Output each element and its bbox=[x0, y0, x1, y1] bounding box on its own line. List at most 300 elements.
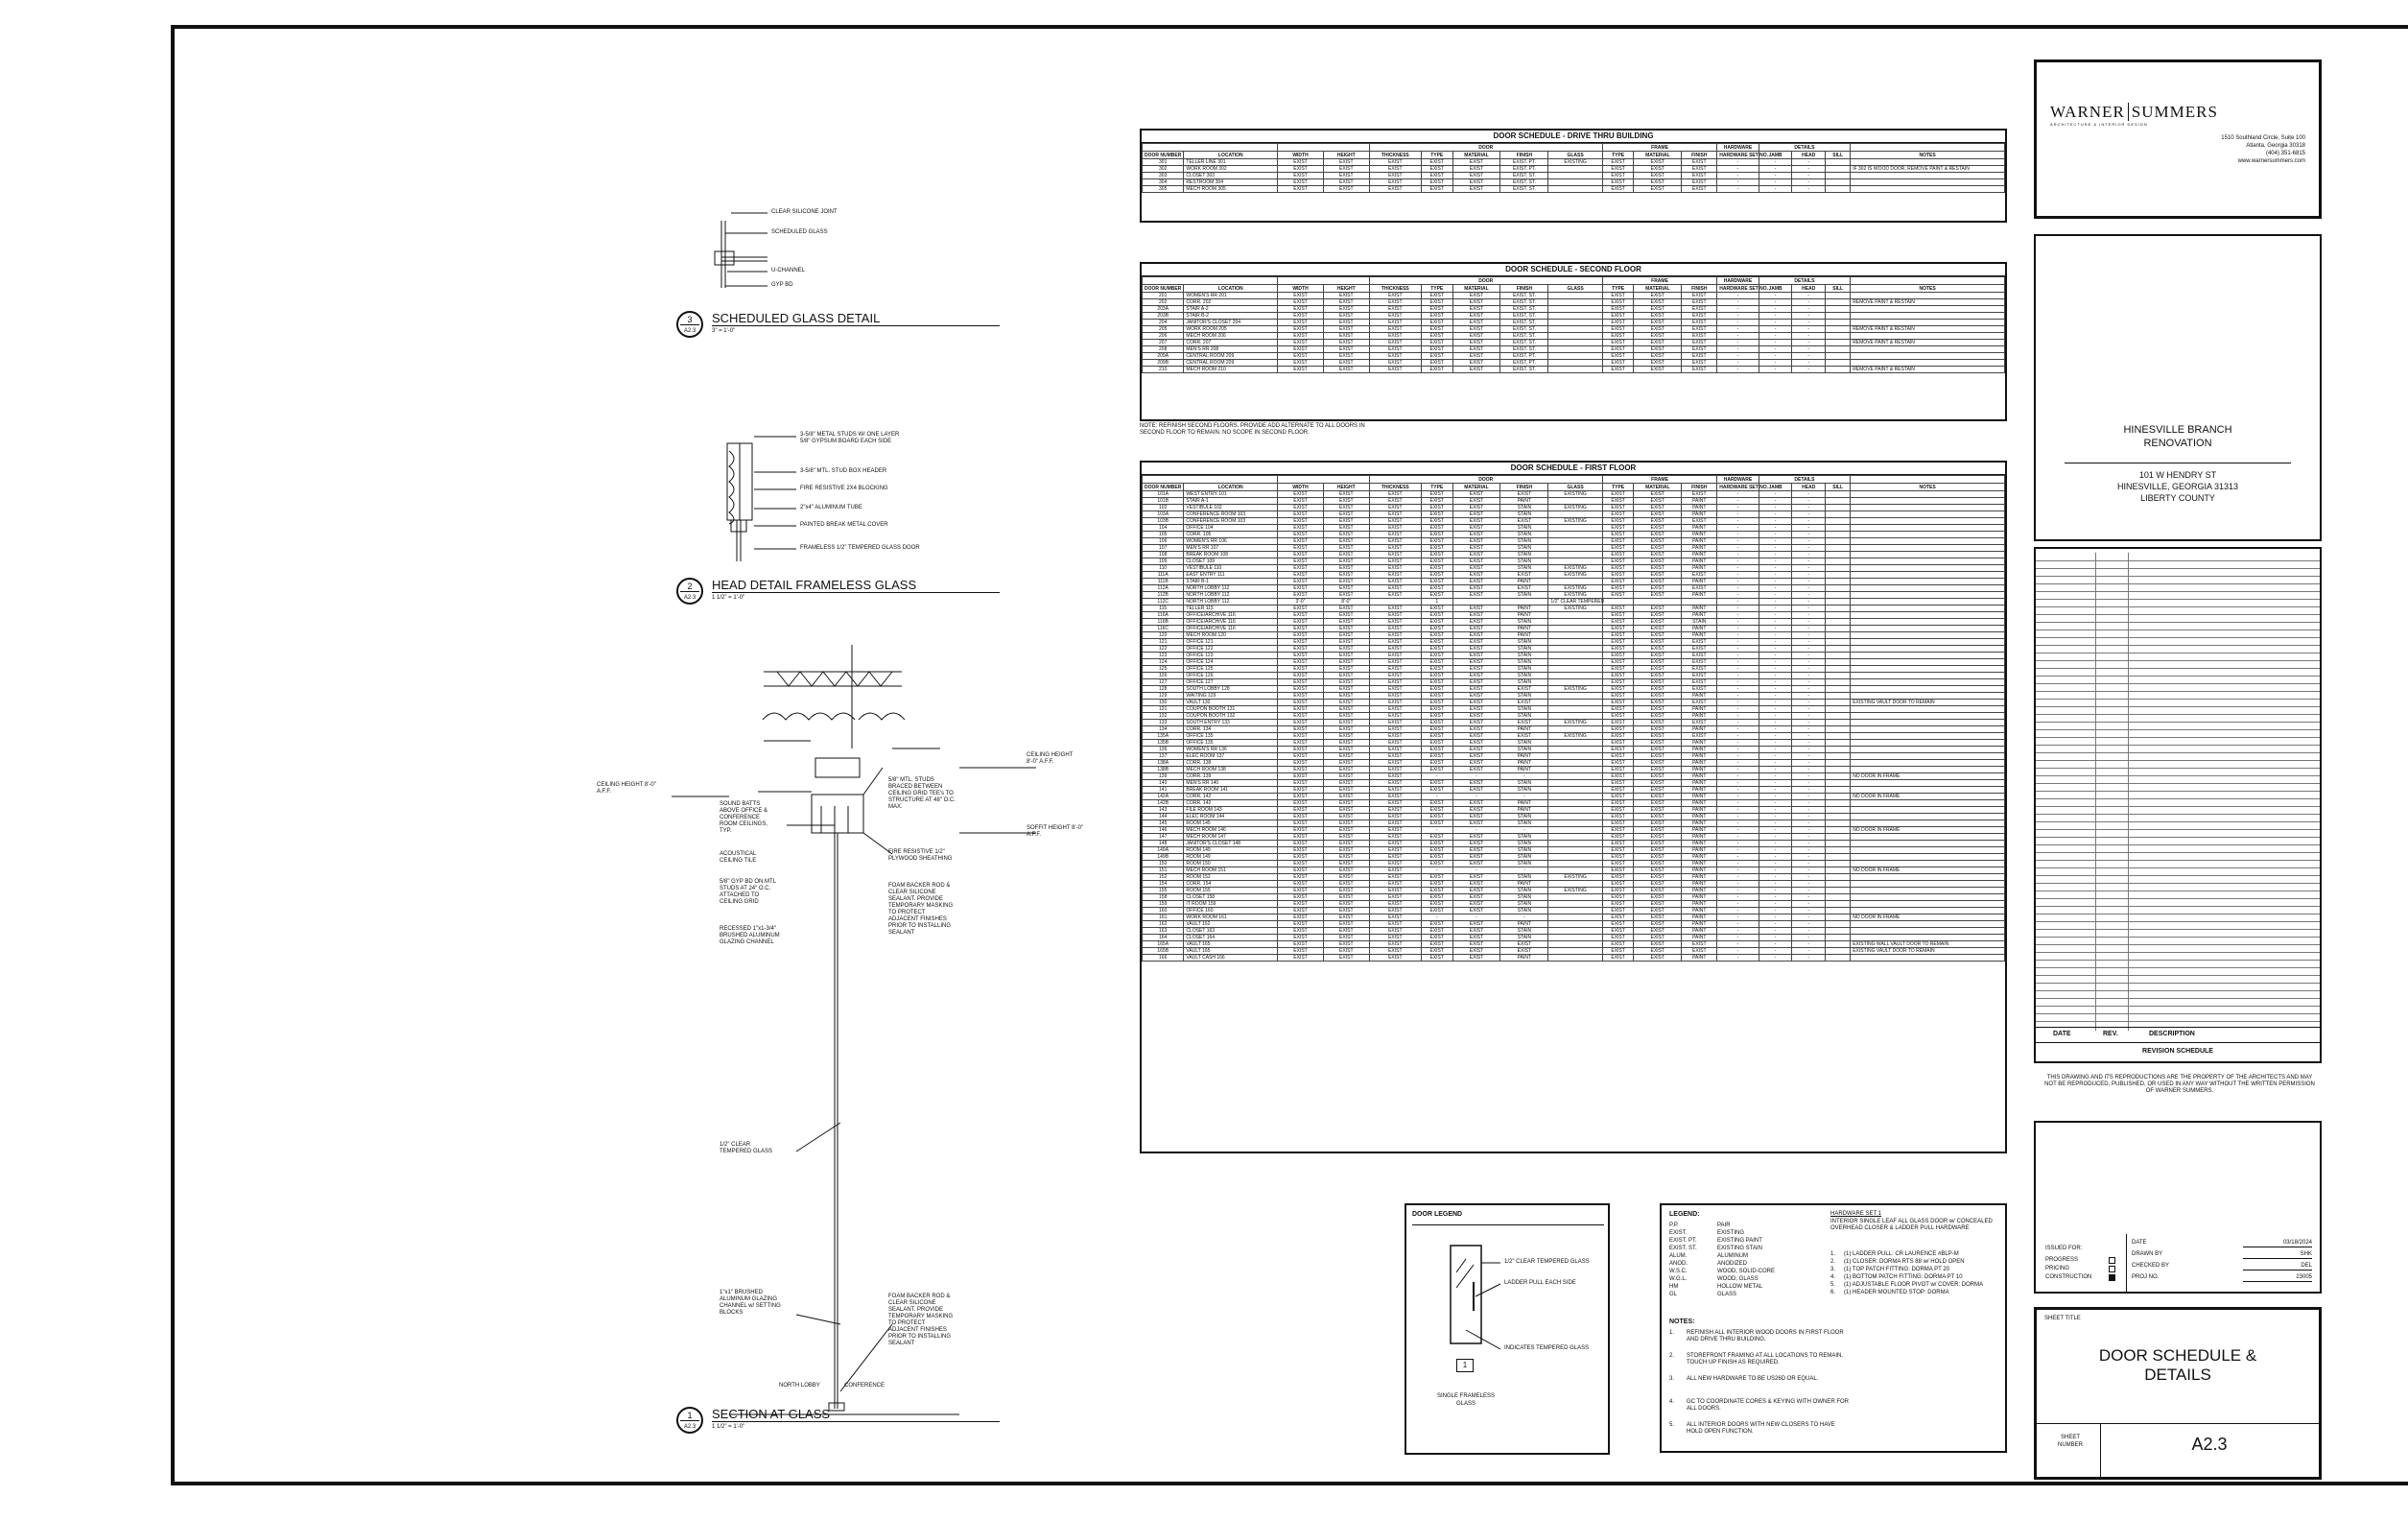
table-cell: EXIST bbox=[1323, 686, 1369, 693]
table-cell bbox=[1826, 173, 1851, 179]
table-cell: EXIST bbox=[1421, 948, 1452, 955]
table-cell: EXIST bbox=[1602, 820, 1634, 827]
legend-item bbox=[1669, 1276, 1832, 1284]
table-cell: EXIST bbox=[1602, 333, 1634, 340]
table-cell: - bbox=[1759, 767, 1792, 773]
table-cell: STAIN bbox=[1500, 908, 1548, 914]
detail-1-marker[interactable] bbox=[676, 1407, 703, 1434]
table-cell: 303 bbox=[1143, 173, 1184, 179]
table-row bbox=[1143, 948, 2005, 955]
door-schedule-drive-thru bbox=[1140, 129, 2007, 223]
schedule-column-header: WIDTH bbox=[1278, 484, 1324, 491]
table-cell bbox=[1548, 914, 1602, 921]
table-cell: EXIST bbox=[1452, 935, 1500, 941]
table-cell: - bbox=[1759, 874, 1792, 881]
table-cell: EXIST bbox=[1682, 293, 1717, 299]
table-cell: CENTRAL ROOM 209 bbox=[1184, 353, 1278, 360]
pricing-checkbox[interactable] bbox=[2109, 1266, 2115, 1272]
table-cell: STAIN bbox=[1500, 525, 1548, 532]
table-cell: EXIST bbox=[1323, 814, 1369, 820]
table-cell: EXIST bbox=[1323, 740, 1369, 747]
table-cell bbox=[1826, 787, 1851, 794]
table-cell: - bbox=[1792, 753, 1826, 760]
table-cell: EXIST bbox=[1602, 545, 1634, 552]
door-elevation-icon bbox=[1406, 1205, 1612, 1457]
table-cell: EXIST bbox=[1323, 186, 1369, 193]
table-cell: 145 bbox=[1143, 820, 1184, 827]
table-cell: EXIST bbox=[1634, 333, 1682, 340]
table-cell: - bbox=[1759, 921, 1792, 928]
table-cell bbox=[1826, 679, 1851, 686]
table-cell: - bbox=[1792, 572, 1826, 579]
table-cell: STAIN bbox=[1500, 639, 1548, 646]
schedule-column-header: HARDWARE SET NO. bbox=[1717, 484, 1759, 491]
table-cell: STAIN bbox=[1500, 511, 1548, 518]
table-cell: - bbox=[1421, 773, 1452, 780]
table-cell: EXIST bbox=[1323, 340, 1369, 346]
table-cell: STAIN bbox=[1500, 780, 1548, 787]
table-cell: EXIST bbox=[1278, 753, 1324, 760]
table-row bbox=[1143, 666, 2005, 673]
table-cell: EXIST bbox=[1634, 901, 1682, 908]
table-cell bbox=[1851, 306, 2005, 313]
table-cell: - bbox=[1759, 340, 1792, 346]
table-cell: 106 bbox=[1143, 538, 1184, 545]
table-cell: EXIST bbox=[1602, 367, 1634, 373]
table-cell: - bbox=[1717, 726, 1759, 733]
detail-2-marker[interactable] bbox=[676, 578, 703, 605]
table-row bbox=[1143, 941, 2005, 948]
door-schedule-first-floor bbox=[1140, 461, 2007, 1153]
table-cell: PAINT bbox=[1682, 807, 1717, 814]
table-cell: EXIST bbox=[1500, 941, 1548, 948]
table-cell: EXIST bbox=[1452, 166, 1500, 173]
table-cell: EXIST bbox=[1323, 606, 1369, 612]
table-cell: EXIST bbox=[1369, 861, 1421, 867]
table-cell: EXIST bbox=[1682, 186, 1717, 193]
table-cell: EXIST bbox=[1452, 686, 1500, 693]
table-cell: EXIST bbox=[1323, 767, 1369, 773]
table-cell: - bbox=[1792, 619, 1826, 626]
detail-sheet-ref: A2.3 bbox=[683, 328, 696, 334]
table-row bbox=[1143, 353, 2005, 360]
table-cell: 112C bbox=[1143, 599, 1184, 606]
table-row bbox=[1143, 592, 2005, 599]
note-text: ALL NEW HARDWARE TO BE US26D OR EQUAL. bbox=[1687, 1376, 1819, 1382]
table-cell: 123 bbox=[1143, 653, 1184, 659]
table-cell: EXIST bbox=[1369, 166, 1421, 173]
schedule-column-header: HEAD bbox=[1792, 285, 1826, 293]
table-cell: PAINT bbox=[1682, 538, 1717, 545]
table-cell: - bbox=[1717, 505, 1759, 511]
table-cell bbox=[1851, 874, 2005, 881]
table-row bbox=[1143, 639, 2005, 646]
table-cell: EXIST bbox=[1323, 326, 1369, 333]
table-cell: EXIST bbox=[1634, 632, 1682, 639]
table-cell: EXIST bbox=[1369, 807, 1421, 814]
table-cell: - bbox=[1717, 941, 1759, 948]
table-cell: OFFICE 121 bbox=[1184, 639, 1278, 646]
table-cell: - bbox=[1792, 525, 1826, 532]
table-cell: EXIST bbox=[1278, 881, 1324, 888]
issue-option-construction[interactable]: CONSTRUCTION bbox=[2045, 1274, 2092, 1280]
table-cell: EXIST bbox=[1323, 585, 1369, 592]
table-cell bbox=[1826, 491, 1851, 498]
table-cell: EXIST bbox=[1369, 955, 1421, 962]
sheet-info-block bbox=[2034, 1307, 2322, 1480]
table-cell bbox=[1826, 807, 1851, 814]
table-cell: STAIN bbox=[1500, 888, 1548, 894]
table-cell: - bbox=[1792, 360, 1826, 367]
hardware-item-text: (1) LADDER PULL: CR LAURENCE #BLP-M bbox=[1844, 1251, 1959, 1257]
table-cell: - bbox=[1759, 353, 1792, 360]
table-cell bbox=[1826, 558, 1851, 565]
table-cell: EXIST bbox=[1452, 814, 1500, 820]
schedule-column-header: NOTES bbox=[1851, 484, 2005, 491]
table-cell: EXIST bbox=[1602, 166, 1634, 173]
table-cell: EXIST bbox=[1369, 518, 1421, 525]
table-cell: - bbox=[1717, 498, 1759, 505]
table-cell: - bbox=[1717, 313, 1759, 320]
table-cell: EXIST bbox=[1278, 847, 1324, 854]
table-cell: EXIST bbox=[1634, 760, 1682, 767]
schedule-group-header bbox=[1851, 144, 2005, 152]
table-cell: EXIST bbox=[1421, 558, 1452, 565]
table-cell bbox=[1548, 558, 1602, 565]
table-cell: EXIST bbox=[1634, 867, 1682, 874]
table-cell: EXIST bbox=[1421, 532, 1452, 538]
table-cell: EXIST bbox=[1278, 800, 1324, 807]
table-cell: EXISTING bbox=[1548, 888, 1602, 894]
table-cell: EXIST bbox=[1634, 921, 1682, 928]
table-cell bbox=[1826, 552, 1851, 558]
table-cell: - bbox=[1717, 340, 1759, 346]
issue-option-pricing[interactable]: PRICING bbox=[2045, 1266, 2070, 1271]
table-cell: EXIST bbox=[1634, 360, 1682, 367]
schedule-column-header: GLASS bbox=[1548, 484, 1602, 491]
issue-option-progress[interactable]: PROGRESS bbox=[2045, 1257, 2079, 1263]
table-cell: EXIST bbox=[1369, 773, 1421, 780]
table-cell: EXIST bbox=[1682, 306, 1717, 313]
table-cell: EXIST bbox=[1369, 854, 1421, 861]
table-row bbox=[1143, 606, 2005, 612]
table-cell: MEN'S RR 107 bbox=[1184, 545, 1278, 552]
glass-detail-callout: U-CHANNEL bbox=[771, 268, 806, 273]
table-cell: - bbox=[1792, 599, 1826, 606]
table-row bbox=[1143, 753, 2005, 760]
table-cell bbox=[1548, 841, 1602, 847]
table-cell: EXIST bbox=[1278, 579, 1324, 585]
schedule-column-header: FINISH bbox=[1500, 285, 1548, 293]
table-cell: EXIST bbox=[1602, 491, 1634, 498]
table-cell: STAIN bbox=[1500, 538, 1548, 545]
table-cell: - bbox=[1452, 794, 1500, 800]
detail-2-scale: 1 1/2" = 1'-0" bbox=[712, 595, 745, 601]
table-cell: EXIST bbox=[1323, 861, 1369, 867]
table-cell: - bbox=[1792, 186, 1826, 193]
table-cell bbox=[1851, 814, 2005, 820]
table-cell: - bbox=[1759, 179, 1792, 186]
table-cell: FILE ROOM 143 bbox=[1184, 807, 1278, 814]
table-cell: - bbox=[1717, 807, 1759, 814]
table-cell: EXIST bbox=[1634, 340, 1682, 346]
table-cell: OFFICE/ARCHIVE 116 bbox=[1184, 612, 1278, 619]
table-cell: OFFICE 160 bbox=[1184, 908, 1278, 914]
table-cell: EXIST bbox=[1602, 733, 1634, 740]
table-cell bbox=[1851, 585, 2005, 592]
table-cell: EXIST bbox=[1602, 807, 1634, 814]
table-cell: EXIST bbox=[1369, 306, 1421, 313]
table-cell: EXIST bbox=[1278, 632, 1324, 639]
table-cell: EXIST bbox=[1602, 861, 1634, 867]
table-cell: - bbox=[1421, 827, 1452, 834]
table-cell: EXIST bbox=[1369, 733, 1421, 740]
schedule-column-header: HEIGHT bbox=[1323, 285, 1369, 293]
table-cell: EXIST bbox=[1369, 726, 1421, 733]
table-cell: EXIST bbox=[1421, 780, 1452, 787]
table-cell: EXIST bbox=[1278, 491, 1324, 498]
table-cell: - bbox=[1717, 552, 1759, 558]
table-cell: EXIST bbox=[1634, 538, 1682, 545]
table-cell bbox=[1548, 787, 1602, 794]
table-cell: WORK ROOM 161 bbox=[1184, 914, 1278, 921]
table-cell: EXISTING bbox=[1548, 518, 1602, 525]
table-cell: 208 bbox=[1143, 346, 1184, 353]
table-cell: EXIST bbox=[1323, 955, 1369, 962]
firm-tagline: ARCHITECTURE & INTERIOR DESIGN bbox=[2050, 122, 2148, 127]
table-row bbox=[1143, 299, 2005, 306]
table-cell: - bbox=[1717, 511, 1759, 518]
table-row bbox=[1143, 326, 2005, 333]
table-cell: 1 bbox=[1421, 599, 1452, 606]
table-cell: EXIST bbox=[1369, 333, 1421, 340]
table-cell: STAIN bbox=[1500, 820, 1548, 827]
table-row bbox=[1143, 800, 2005, 807]
progress-checkbox[interactable] bbox=[2109, 1257, 2115, 1264]
table-cell: EXIST bbox=[1323, 592, 1369, 599]
table-cell bbox=[1548, 773, 1602, 780]
hardware-item: 1. (1) LADDER PULL: CR LAURENCE #BLP-M bbox=[1830, 1251, 1959, 1257]
table-cell: - bbox=[1792, 760, 1826, 767]
sheet-title-label: SHEET TITLE bbox=[2044, 1316, 2081, 1321]
table-row bbox=[1143, 306, 2005, 313]
table-cell: - bbox=[1792, 532, 1826, 538]
table-cell: TELLER 115 bbox=[1184, 606, 1278, 612]
firm-name-right: SUMMERS bbox=[2131, 103, 2218, 121]
notes-title: NOTES: bbox=[1669, 1318, 1695, 1325]
table-cell: 164 bbox=[1143, 935, 1184, 941]
table-cell: PAINT bbox=[1500, 881, 1548, 888]
table-cell bbox=[1548, 847, 1602, 854]
table-cell: EXIST bbox=[1634, 552, 1682, 558]
table-cell: EXIST bbox=[1369, 646, 1421, 653]
table-cell: - bbox=[1759, 948, 1792, 955]
table-cell: EXIST bbox=[1602, 814, 1634, 820]
table-row bbox=[1143, 901, 2005, 908]
table-cell bbox=[1851, 955, 2005, 962]
table-cell bbox=[1851, 491, 2005, 498]
table-cell: - bbox=[1792, 794, 1826, 800]
legend-item bbox=[1669, 1269, 1832, 1276]
table-cell: EXIST bbox=[1421, 847, 1452, 854]
table-cell bbox=[1826, 579, 1851, 585]
table-cell: EXISTING WALL VAULT DOOR TO REMAIN bbox=[1851, 941, 2005, 948]
table-cell bbox=[1548, 706, 1602, 713]
table-cell bbox=[1548, 552, 1602, 558]
table-cell bbox=[1851, 639, 2005, 646]
table-cell: - bbox=[1792, 700, 1826, 706]
table-cell bbox=[1826, 867, 1851, 874]
table-cell: CONFERENCE ROOM 103 bbox=[1184, 511, 1278, 518]
table-cell: - bbox=[1792, 511, 1826, 518]
detail-3-marker[interactable] bbox=[676, 311, 703, 338]
table-cell: 127 bbox=[1143, 679, 1184, 686]
table-cell: 149B bbox=[1143, 854, 1184, 861]
table-cell: EXIST bbox=[1278, 646, 1324, 653]
table-cell: - bbox=[1792, 767, 1826, 773]
table-cell: - bbox=[1792, 666, 1826, 673]
table-cell: EXIST bbox=[1323, 505, 1369, 511]
table-cell: EXIST bbox=[1278, 888, 1324, 894]
table-cell: PAINT bbox=[1682, 800, 1717, 807]
table-cell bbox=[1851, 686, 2005, 693]
table-cell: EXIST bbox=[1278, 538, 1324, 545]
table-row bbox=[1143, 955, 2005, 962]
table-cell: EXIST bbox=[1682, 313, 1717, 320]
table-cell: EXIST bbox=[1323, 333, 1369, 340]
table-cell: - bbox=[1717, 646, 1759, 653]
table-cell: - bbox=[1452, 773, 1500, 780]
detail-number: 3 bbox=[687, 315, 693, 324]
table-cell: - bbox=[1759, 888, 1792, 894]
table-cell: EXIST bbox=[1602, 881, 1634, 888]
table-cell: EXIST bbox=[1452, 841, 1500, 847]
table-cell: EXIST bbox=[1682, 733, 1717, 740]
schedule-column-header: THICKNESS bbox=[1369, 285, 1421, 293]
table-cell: EXIST bbox=[1369, 666, 1421, 673]
table-cell bbox=[1826, 313, 1851, 320]
table-cell: OFFICE 123 bbox=[1184, 653, 1278, 659]
table-cell bbox=[1548, 834, 1602, 841]
table-cell: EXIST bbox=[1602, 955, 1634, 962]
table-cell: - bbox=[1759, 572, 1792, 579]
table-cell: EXIST. ST. bbox=[1500, 333, 1548, 340]
table-cell: EXIST bbox=[1278, 313, 1324, 320]
table-row bbox=[1143, 491, 2005, 498]
note-text: ALL INTERIOR DOORS WITH NEW CLOSERS TO HAVE HOLD OPEN FUNCTION. bbox=[1687, 1422, 1835, 1435]
schedule-table bbox=[1142, 276, 2005, 373]
table-cell: - bbox=[1717, 632, 1759, 639]
table-cell: EXIST bbox=[1602, 525, 1634, 532]
table-row bbox=[1143, 673, 2005, 679]
table-cell: EXIST bbox=[1452, 367, 1500, 373]
legend-abbrev: ANOD. bbox=[1669, 1261, 1688, 1267]
table-cell bbox=[1851, 353, 2005, 360]
issue-field-label: DATE bbox=[2132, 1240, 2147, 1246]
table-cell: - bbox=[1717, 814, 1759, 820]
section-callout-left: 5/8" GYP BD ON MTL STUDS AT 24" O.C. ATTACHED TO CEILING GRID bbox=[720, 879, 776, 905]
door-legend-callout: 1/2" CLEAR TEMPERED GLASS bbox=[1504, 1259, 1590, 1265]
table-cell: - bbox=[1792, 340, 1826, 346]
table-cell: - bbox=[1717, 666, 1759, 673]
table-row bbox=[1143, 346, 2005, 353]
table-row bbox=[1143, 827, 2005, 834]
table-cell bbox=[1634, 599, 1682, 606]
table-cell: - bbox=[1500, 827, 1548, 834]
table-cell: EXIST bbox=[1278, 498, 1324, 505]
table-cell: EXIST bbox=[1369, 585, 1421, 592]
table-cell: EXIST bbox=[1634, 753, 1682, 760]
table-cell: - bbox=[1717, 820, 1759, 827]
table-cell: EXIST bbox=[1452, 894, 1500, 901]
table-cell bbox=[1826, 505, 1851, 511]
table-cell: 120 bbox=[1143, 632, 1184, 639]
table-cell: STAIN bbox=[1682, 619, 1717, 626]
construction-checkbox[interactable] bbox=[2109, 1274, 2115, 1281]
table-cell: EXIST. ST. bbox=[1500, 299, 1548, 306]
head-detail-callout: 2"x4" ALUMINUM TUBE bbox=[800, 505, 862, 511]
table-row bbox=[1143, 894, 2005, 901]
table-cell: EXIST bbox=[1369, 659, 1421, 666]
table-cell: EXIST bbox=[1421, 807, 1452, 814]
table-cell: - bbox=[1792, 326, 1826, 333]
table-cell: EXIST bbox=[1323, 693, 1369, 700]
table-cell: PAINT bbox=[1682, 545, 1717, 552]
table-cell: - bbox=[1759, 914, 1792, 921]
table-cell bbox=[1826, 935, 1851, 941]
table-cell: - bbox=[1452, 867, 1500, 874]
table-cell: EXIST bbox=[1452, 874, 1500, 881]
table-cell: EXIST bbox=[1369, 367, 1421, 373]
table-cell: EXIST bbox=[1602, 511, 1634, 518]
table-cell: - bbox=[1792, 545, 1826, 552]
schedule-group-header: DOOR bbox=[1369, 144, 1602, 152]
schedule-table bbox=[1142, 143, 2005, 193]
door-legend-box bbox=[1405, 1203, 1610, 1455]
legend-meaning: GLASS bbox=[1717, 1292, 1737, 1297]
table-cell bbox=[1548, 532, 1602, 538]
table-cell: 1/2" CLEAR TEMPERED bbox=[1548, 599, 1602, 606]
table-cell: - bbox=[1717, 908, 1759, 914]
table-cell: EXIST bbox=[1278, 346, 1324, 353]
table-cell: EXIST bbox=[1369, 888, 1421, 894]
table-cell: EXIST bbox=[1278, 673, 1324, 679]
table-cell: EXIST bbox=[1323, 948, 1369, 955]
table-cell: EXIST bbox=[1421, 579, 1452, 585]
table-cell: MECH ROOM 151 bbox=[1184, 867, 1278, 874]
table-cell: EXIST bbox=[1421, 646, 1452, 653]
schedule-column-header: TYPE bbox=[1602, 152, 1634, 159]
table-cell: - bbox=[1717, 572, 1759, 579]
table-cell: EXIST bbox=[1323, 353, 1369, 360]
table-cell: EXIST bbox=[1682, 159, 1717, 166]
table-cell: EXIST bbox=[1278, 166, 1324, 173]
table-cell: - bbox=[1759, 505, 1792, 511]
table-cell: - bbox=[1759, 585, 1792, 592]
table-cell: EXIST bbox=[1634, 313, 1682, 320]
table-cell: IF 302 IS WOOD DOOR, REMOVE PAINT & RESTAIN bbox=[1851, 166, 2005, 173]
table-row bbox=[1143, 293, 2005, 299]
table-cell: EXIST bbox=[1421, 854, 1452, 861]
table-cell: EXIST bbox=[1682, 646, 1717, 653]
table-cell: EXIST bbox=[1452, 666, 1500, 673]
schedule-column-header: MATERIAL bbox=[1634, 152, 1682, 159]
table-row bbox=[1143, 599, 2005, 606]
note-text: GC TO COORDINATE CORES & KEYING WITH OWNER FOR ALL DOORS. bbox=[1687, 1399, 1850, 1412]
table-cell: EXIST bbox=[1602, 353, 1634, 360]
table-cell: PAINT bbox=[1682, 827, 1717, 834]
table-cell: EXIST bbox=[1323, 532, 1369, 538]
